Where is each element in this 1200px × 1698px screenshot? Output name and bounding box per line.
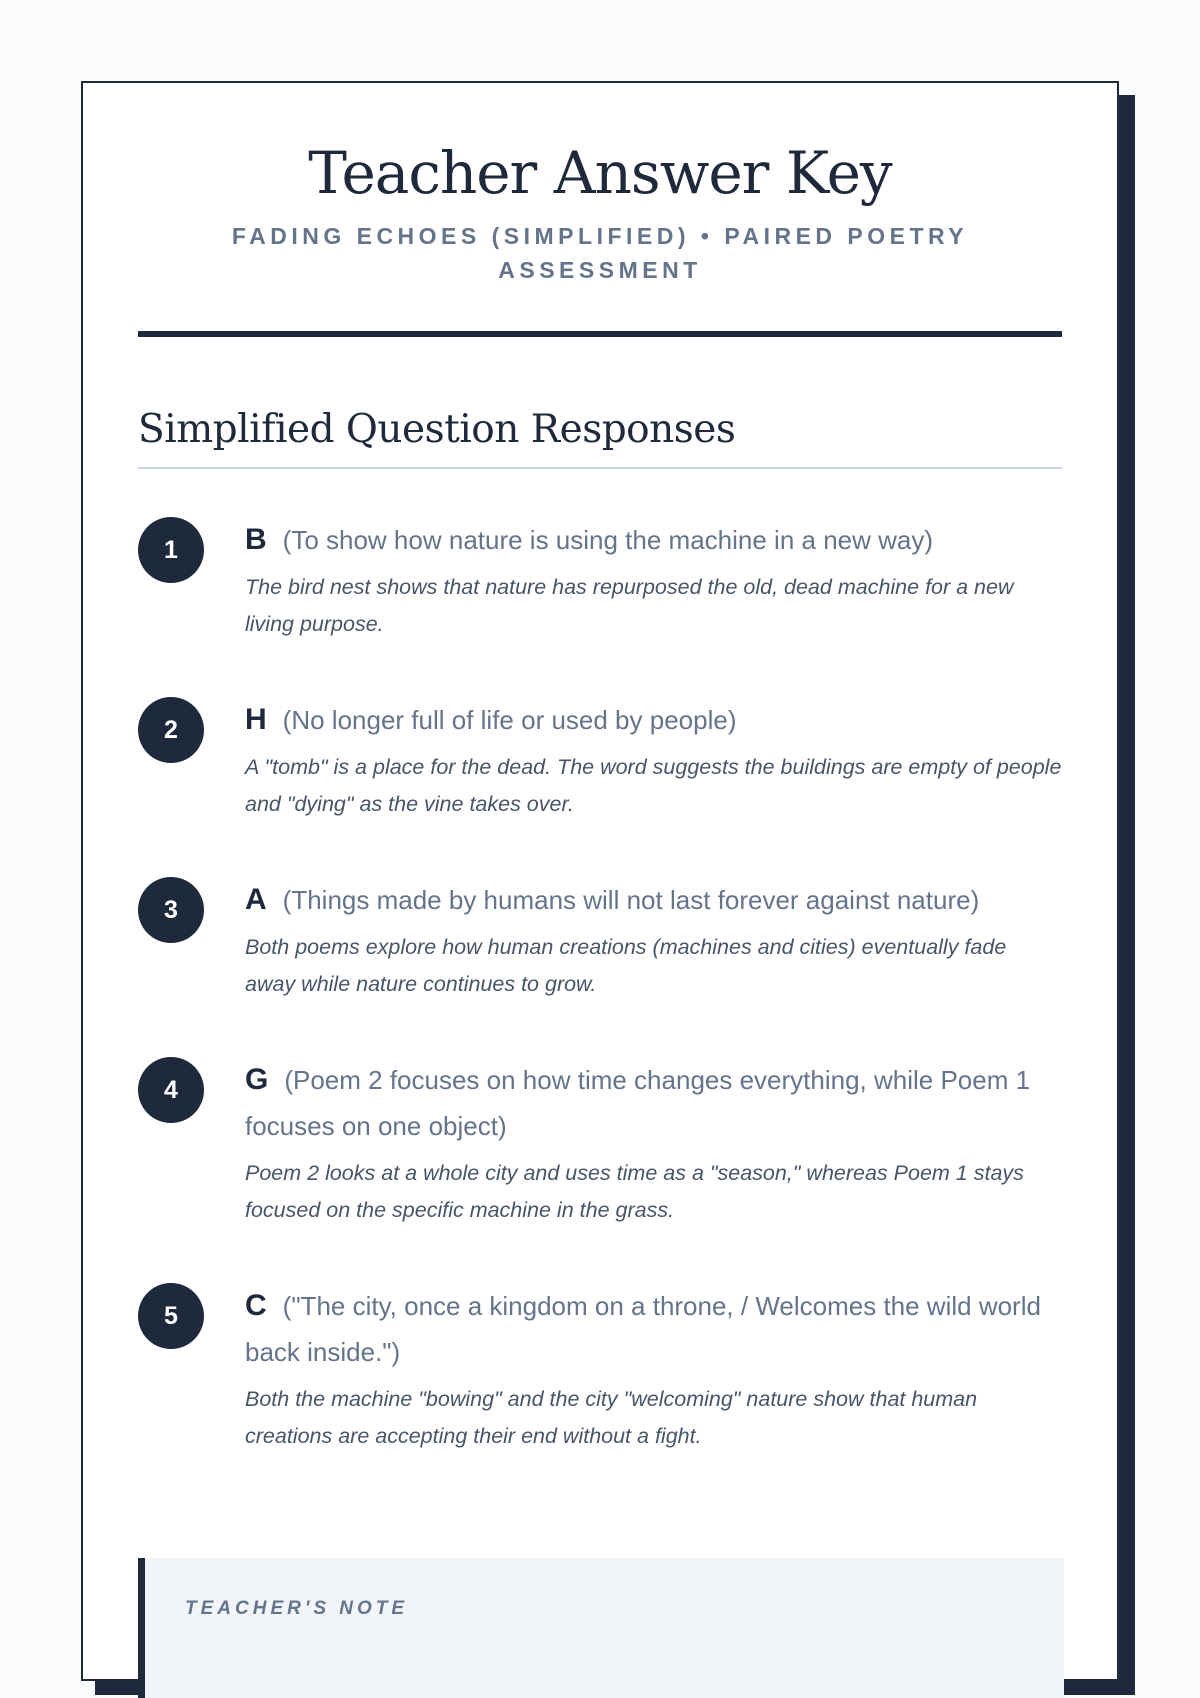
question-answer [245, 1283, 1062, 1375]
question-list [138, 517, 1062, 1455]
section-divider [138, 467, 1062, 469]
question-answer [245, 697, 1062, 743]
question-item [138, 1283, 1062, 1455]
answer-text: (Poem 2 focuses on how time changes everything, while Poem 1 focuses on one object) [245, 1065, 1031, 1142]
question-answer [245, 877, 1062, 923]
answer-text: (No longer full of life or used by people) [282, 705, 737, 736]
question-item [138, 877, 1062, 1003]
teacher-note-box [138, 1558, 1064, 1698]
question-number-badge: 4 [138, 1057, 204, 1123]
page-header [83, 83, 1117, 287]
header-divider [138, 331, 1062, 337]
page-title: Teacher Answer Key [308, 139, 892, 207]
question-answer [245, 1057, 1062, 1149]
answer-letter: C [245, 1289, 267, 1323]
answer-explanation: Both the machine "bowing" and the city "welcoming" nature show that human creations are accepting their end without a fight. [245, 1387, 978, 1449]
answer-explanation: The bird nest shows that nature has repurposed the old, dead machine for a new living purpose. [245, 575, 1014, 637]
question-number-badge: 2 [138, 697, 204, 763]
question-item [138, 1057, 1062, 1229]
answer-text: (Things made by humans will not last forever against nature) [282, 885, 980, 916]
answer-letter: A [245, 883, 267, 917]
answer-letter: G [245, 1063, 269, 1097]
question-number-badge: 5 [138, 1283, 204, 1349]
answer-text: (To show how nature is using the machine in a new way) [282, 525, 934, 556]
question-answer [245, 517, 1062, 563]
answer-explanation: Both poems explore how human creations (machines and cities) eventually fade away while nature continues to grow. [245, 935, 1007, 997]
answer-text: ("The city, once a kingdom on a throne, / Welcomes the wild world back inside.") [245, 1291, 1041, 1368]
answer-key-sheet [81, 81, 1119, 1681]
question-item [138, 517, 1062, 643]
teacher-note-label: TEACHER'S NOTE [185, 1598, 409, 1619]
answer-letter: H [245, 703, 267, 737]
answer-letter: B [245, 523, 267, 557]
question-item [138, 697, 1062, 823]
section-title: Simplified Question Responses [138, 406, 736, 452]
question-number-badge: 1 [138, 517, 204, 583]
question-number-badge: 3 [138, 877, 204, 943]
answer-explanation: A "tomb" is a place for the dead. The word suggests the buildings are empty of people and "dying" as the vine takes over. [245, 755, 1062, 817]
page-subtitle: FADING ECHOES (SIMPLIFIED) • PAIRED POETRY ASSESSMENT [231, 222, 969, 283]
answer-explanation: Poem 2 looks at a whole city and uses time as a "season," whereas Poem 1 stays focused on the specific machine in the grass. [245, 1161, 1024, 1223]
